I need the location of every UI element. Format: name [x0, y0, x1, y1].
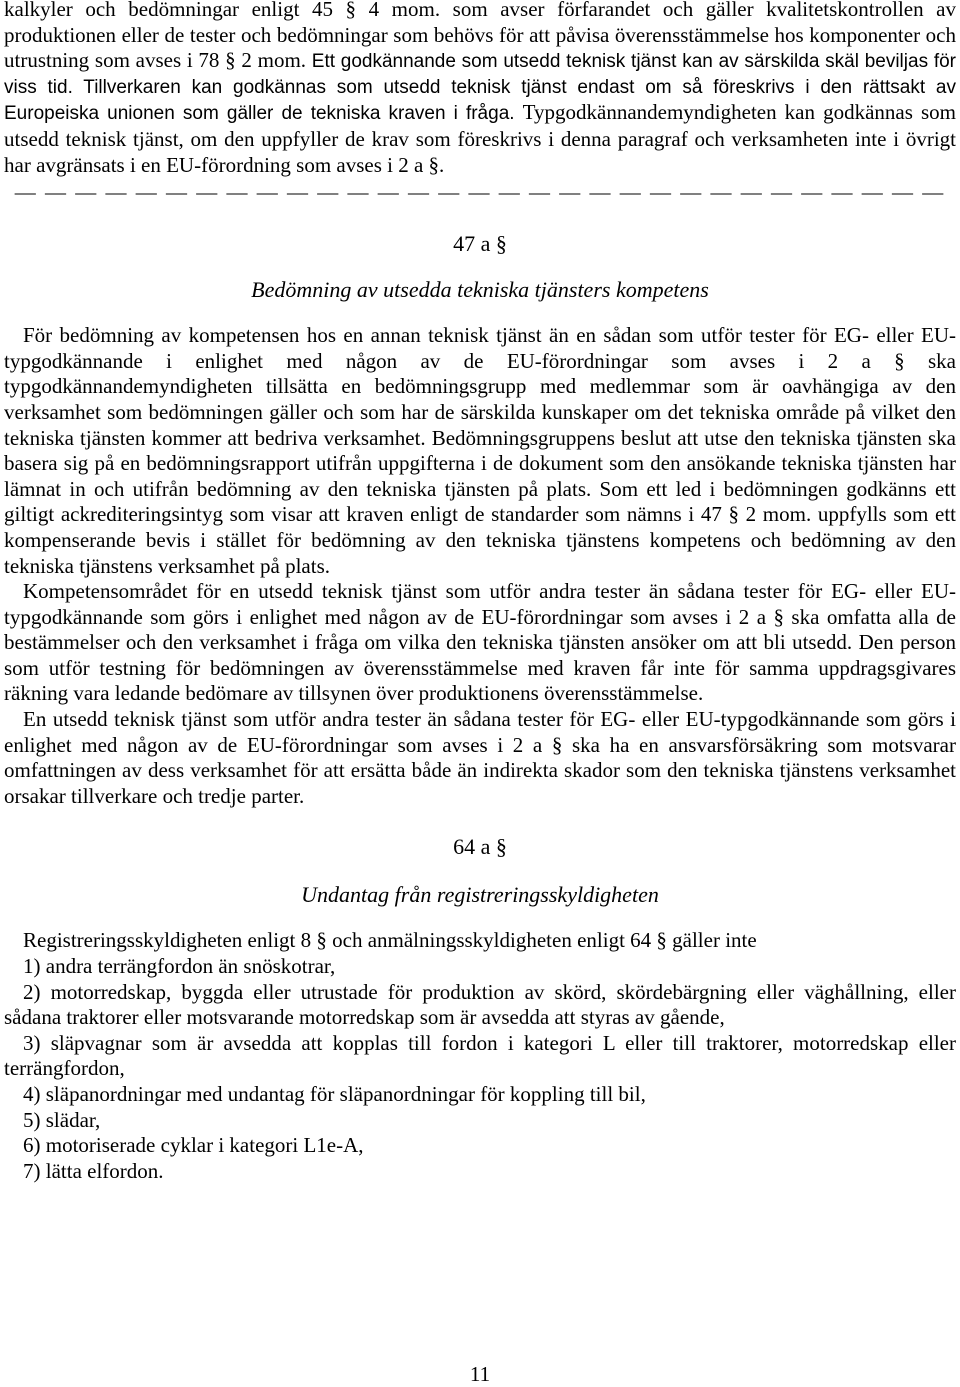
intro-text-serif-a: kalkyler och bedömningar enligt 45 § 4 mom. som avser förfarandet och gäller kvalitetskontrollen av produktionen eller de tester och bedömningar som behövs för att påvisa överensstämmelse hos komponenter och utrustning som avses i 78 § 2 mom. — [4, 0, 956, 73]
intro-paragraph — [4, 0, 956, 178]
list-item: 4) släpanordningar med undantag för släpanordningar för koppling till bil, — [23, 1082, 646, 1106]
list-item: 6) motoriserade cyklar i kategori L1e-A, — [23, 1133, 364, 1158]
intro-text-sans: Ett godkännande som utsedd teknisk tjänst kan av särskilda skäl beviljas för viss tid. Tillverkaren kan godkännas som utsedd teknisk tjänst endast om så föreskrivs i den rättsakt av Europeiska unionen som gäller de tekniska kraven i fråga. — [4, 51, 956, 125]
section-title-64a: Undantag från registreringsskyldigheten — [301, 882, 659, 908]
section-lead: Registreringsskyldigheten enligt 8 § och anmälningsskyldigheten enligt 64 § gäller inte — [23, 928, 757, 953]
list-item: 5) slädar, — [23, 1107, 101, 1132]
list-item: 7) lätta elfordon. — [23, 1158, 164, 1183]
section-number-47a: 47 a § — [453, 231, 507, 257]
section-body-47a — [4, 323, 956, 809]
list-item: 3) släpvagnar som är avsedda att kopplas till fordon i kategori L eller till traktorer, motorredskap eller terrängfordon, — [4, 1030, 956, 1081]
section-divider: — — — — — — — — — — — — — — — — — — — — — — — — — — — — — — — — [14, 180, 946, 205]
paragraph: För bedömning av kompetensen hos en annan teknisk tjänst än en sådan som utför tester för EG- eller EU-typgodkännande i enlighet med någon av de EU-förordningar som avses i 2 a § ska typgodkännandemyndigheten tillsätta en bedömningsgrupp med medlemmar som är oavhängiga av den verksamhet som bedömningen gäller och som har de särskilda kunskaper om det tekniska område på vilket den tekniska tjänsten kommer att bedriva verksamhet. Bedömningsgruppens beslut att utse den tekniska tjänsten ska basera sig på en bedömningsrapport utifrån uppgifterna i de dokument som den ansökande tekniska tjänsten har lämnat in och utifrån bedömning av den tekniska tjänsten på plats. Som ett led i bedömningen godkänns ett giltigt ackrediteringsintyg som visar att kraven enligt de standarder som nämns i 47 § 2 mom. uppfylls som ett kompenserande bevis i stället för bedömning av den tekniska tjänstens kompetens och bedömning av den tekniska tjänstens verksamhet på plats. — [4, 323, 956, 578]
paragraph: En utsedd teknisk tjänst som utför andra tester än sådana tester för EG- eller EU-typgodkännande som görs i enlighet med någon av de EU-förordningar som avses i 2 a § ska ha en ansvarsförsäkring som motsvarar omfattningen av dess verksamhet för att ersätta både än indirekta skador som den tekniska tjänstens verksamhet orsakar tillverkare och tredje parter. — [4, 707, 956, 808]
intro-text-serif-b: Typgodkännandemyndigheten kan godkännas som utsedd teknisk tjänst, om den uppfyller de krav som föreskrivs i denna paragraf och verksamheten inte i övrigt har avgränsats i en EU-förordning som avses i 2 a §. — [4, 100, 956, 177]
list-item: 2) motorredskap, byggda eller utrustade för produktion av skörd, skördebärgning eller väghållning, eller sådana traktorer eller motsvarande motorredskap som är avsedda att styras av gående, — [4, 979, 956, 1030]
page-number: 11 — [469, 1362, 491, 1386]
paragraph: Kompetensområdet för en utsedd teknisk tjänst som utför andra tester än sådana tester för EG- eller EU-typgodkännande som görs i enlighet med någon av de EU-förordningar som avses i 2 a § ska omfatta alla de bestämmelser och den verksamhet i fråga om vilka den tekniska tjänsten ansöker om att bli utsedd. Den person som utför testning för bedömningen av överensstämmelse med kraven får inte för samma uppdragsgivares räkning vara ledande bedömare av tillsynen över produktionens överensstämmelse. — [4, 579, 956, 706]
section-number-64a: 64 a § — [453, 834, 507, 860]
list-item: 1) andra terrängfordon än snöskotrar, — [23, 954, 336, 979]
section-body-64a — [4, 928, 956, 1184]
section-title-47a: Bedömning av utsedda tekniska tjänsters kompetens — [251, 277, 709, 303]
